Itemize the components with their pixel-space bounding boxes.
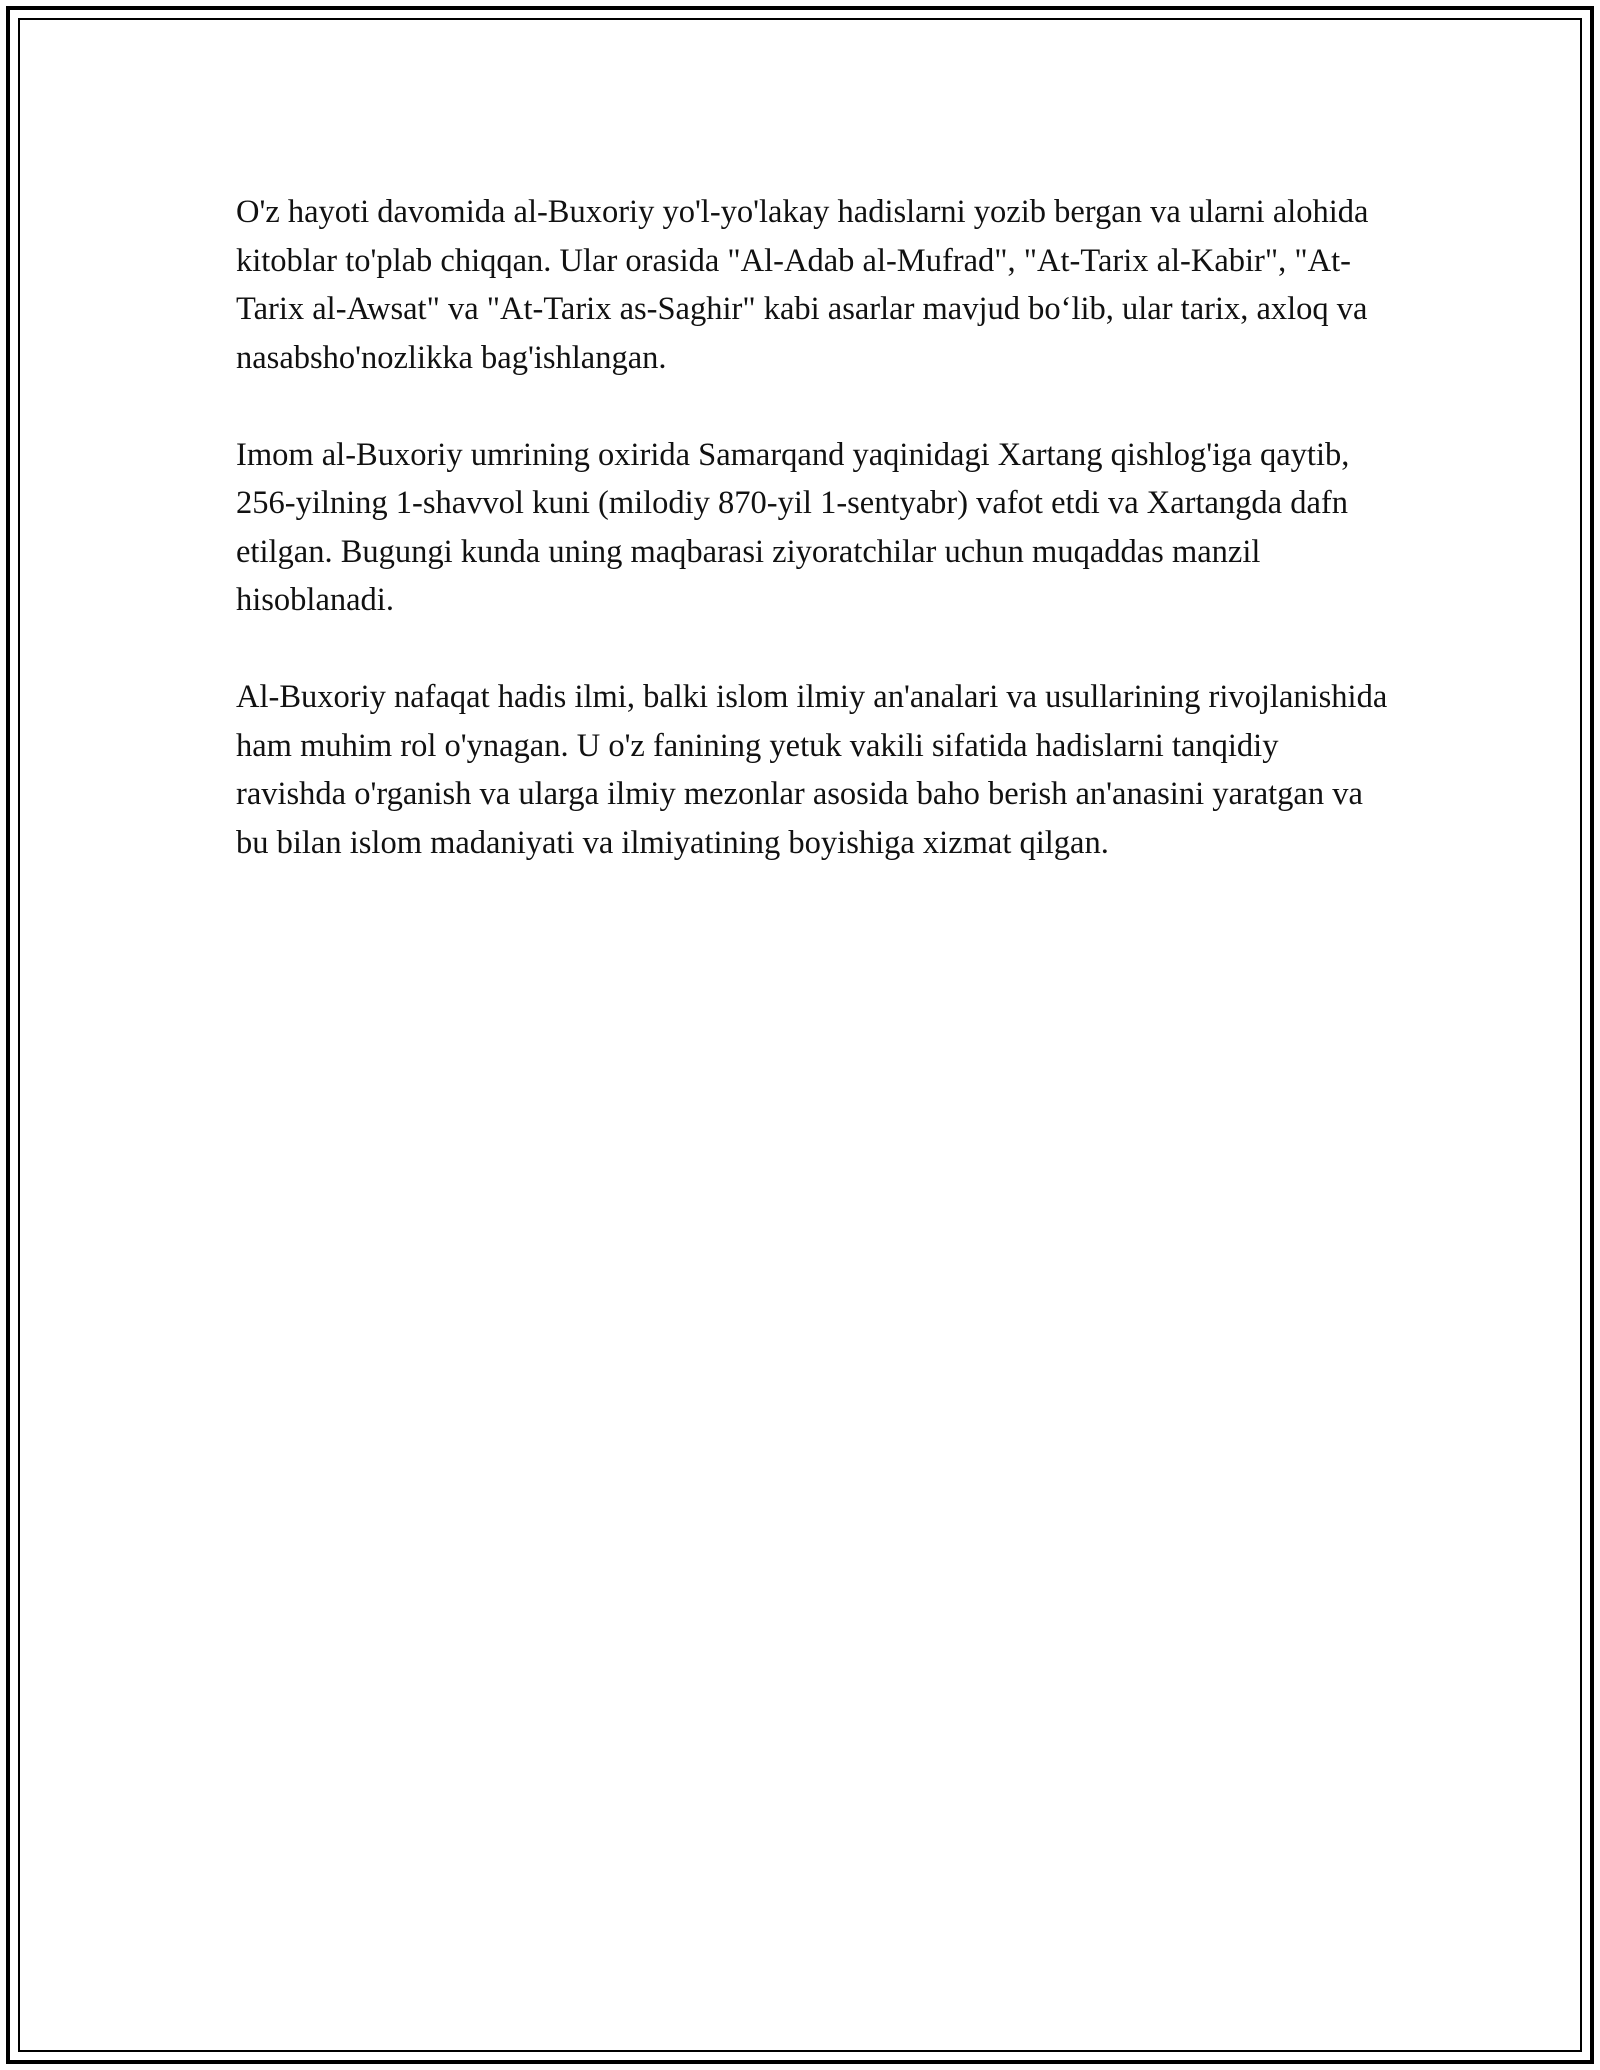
paragraph-2: Imom al-Buxoriy umrining oxirida Samarqand yaqinidagi Xartang qishlog'iga qaytib, 256-yilning 1-shavvol kuni (milodiy 870-yil 1-sentyabr) vafot etdi va Xartangda dafn etilgan. Bugungi kunda uning maqbarasi ziyoratchilar uchun muqaddas manzil hisoblanadi. [236, 436, 1350, 618]
document-body [236, 188, 1396, 916]
paragraph-3: Al-Buxoriy nafaqat hadis ilmi, balki islom ilmiy an'analari va usullarining rivojlanishida ham muhim rol o'ynagan. U o'z fanining yetuk vakili sifatida hadislarni tanqidiy ravishda o'rganish va ularga ilmiy mezonlar asosida baho berish an'anasini yaratgan va bu bilan islom madaniyati va ilmiyatining boyishiga xizmat qilgan. [236, 679, 1388, 861]
paragraph-1: O'z hayoti davomida al-Buxoriy yo'l-yo'lakay hadislarni yozib bergan va ularni alohida kitoblar to'plab chiqqan. Ular orasida "Al-Adab al-Mufrad", "At-Tarix al-Kabir", "At-Tarix al-Awsat" va "At-Tarix as-Saghir" kabi asarlar mavjud bo‘lib, ular tarix, axloq va nasabsho'nozlikka bag'ishlangan. [236, 194, 1369, 376]
